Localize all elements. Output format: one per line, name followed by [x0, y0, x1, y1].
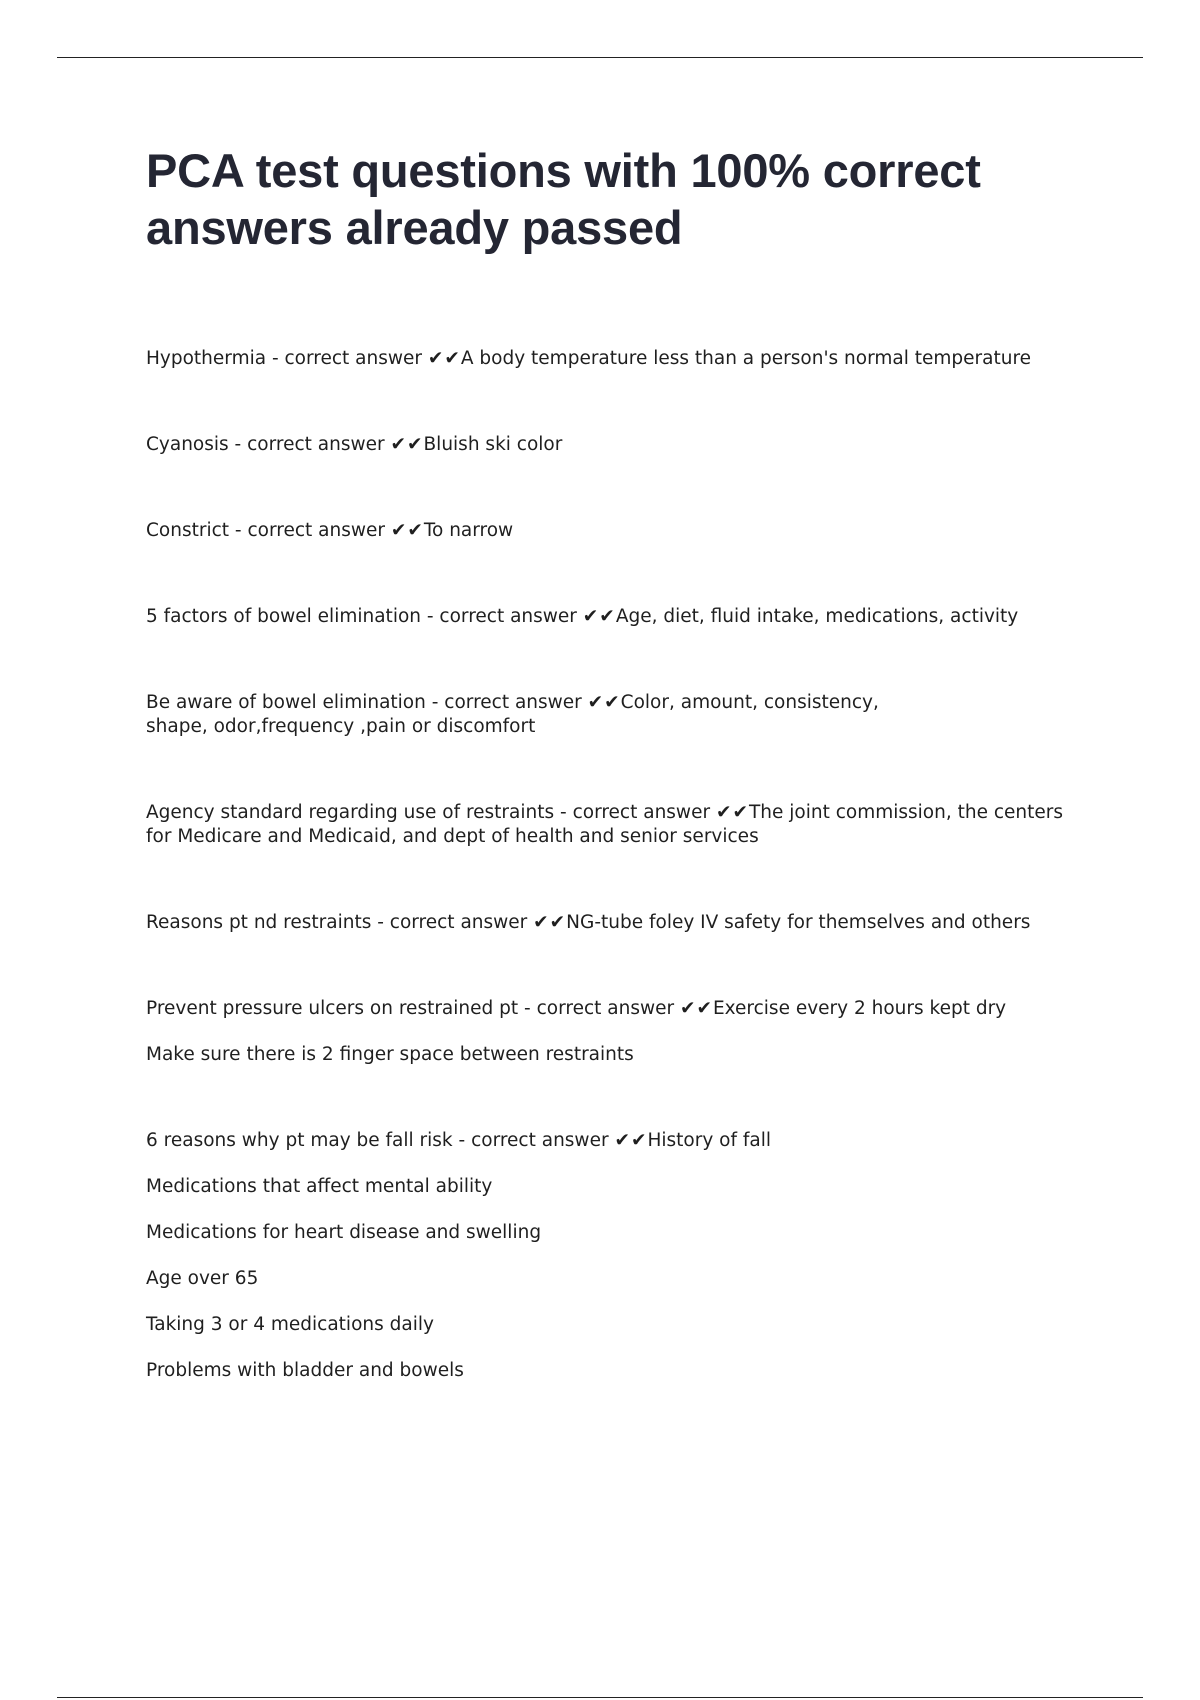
qa-extra-line: Make sure there is 2 finger space between restraints	[146, 1044, 634, 1065]
qa-question: Reasons pt nd restraints	[146, 912, 372, 933]
qa-answer: Exercise every 2 hours kept dry	[712, 998, 1007, 1019]
qa-answer: A body temperature less than a person's normal temperature	[460, 348, 1032, 369]
qa-line	[146, 801, 1081, 849]
qa-question: Hypothermia	[146, 348, 267, 369]
qa-item	[146, 801, 1086, 849]
qa-line	[146, 433, 1086, 457]
qa-item	[146, 691, 1086, 739]
top-rule	[57, 57, 1143, 58]
qa-item	[146, 347, 1086, 371]
qa-extra-line: Medications for heart disease and swelling	[146, 1222, 542, 1243]
qa-separator: - correct answer	[518, 998, 680, 1019]
bottom-rule	[57, 1697, 1143, 1698]
qa-line	[146, 691, 936, 739]
qa-answer: Age, diet, fluid intake, medications, activity	[615, 606, 1019, 627]
qa-answer: Bluish ski color	[423, 434, 563, 455]
qa-extra-line: Age over 65	[146, 1268, 259, 1289]
qa-question: Prevent pressure ulcers on restrained pt	[146, 998, 519, 1019]
checkmark-icon: ✔✔	[390, 520, 424, 541]
qa-separator: - correct answer	[228, 434, 391, 455]
qa-answer: NG-tube foley IV safety for themselves and others	[566, 912, 1031, 933]
qa-line	[146, 347, 1086, 371]
qa-question: 5 factors of bowel elimination	[146, 606, 421, 627]
qa-line	[146, 911, 1086, 935]
checkmark-icon: ✔✔	[427, 348, 461, 369]
qa-answer: To narrow	[423, 520, 514, 541]
qa-question: Be aware of bowel elimination	[146, 692, 426, 713]
qa-item	[146, 605, 1086, 629]
qa-question: Agency standard regarding use of restraints	[146, 802, 555, 823]
qa-list	[146, 347, 1086, 1445]
qa-line	[146, 519, 1086, 543]
qa-item	[146, 433, 1086, 457]
qa-separator: - correct answer	[266, 348, 428, 369]
checkmark-icon: ✔✔	[582, 606, 616, 627]
qa-separator: - correct answer	[452, 1130, 615, 1151]
checkmark-icon: ✔✔	[614, 1130, 648, 1151]
qa-separator: - correct answer	[371, 912, 534, 933]
qa-separator: - correct answer	[421, 606, 583, 627]
qa-extra-line: Medications that affect mental ability	[146, 1176, 493, 1197]
checkmark-icon: ✔✔	[587, 692, 621, 713]
qa-item	[146, 997, 1086, 1067]
checkmark-icon: ✔✔	[679, 998, 713, 1019]
checkmark-icon: ✔✔	[390, 434, 424, 455]
qa-question: 6 reasons why pt may be fall risk	[146, 1130, 453, 1151]
qa-answer: The joint commission, the centers for Medicare and Medicaid, and dept of health and senior services	[146, 802, 1063, 847]
qa-separator: - correct answer	[229, 520, 391, 541]
qa-item	[146, 1129, 1086, 1383]
checkmark-icon: ✔✔	[715, 802, 749, 823]
qa-answer: History of fall	[647, 1130, 771, 1151]
checkmark-icon: ✔✔	[533, 912, 567, 933]
qa-separator: - correct answer	[554, 802, 716, 823]
qa-question: Constrict	[146, 520, 230, 541]
qa-line	[146, 997, 1086, 1021]
qa-line	[146, 1129, 1086, 1153]
qa-extra-line: Taking 3 or 4 medications daily	[146, 1314, 434, 1335]
qa-answer: Color, amount, consistency, shape, odor,frequency ,pain or discomfort	[146, 692, 879, 737]
qa-separator: - correct answer	[425, 692, 588, 713]
qa-line	[146, 605, 1086, 629]
qa-item	[146, 911, 1086, 935]
document-title: PCA test questions with 100% correct answers already passed	[146, 144, 981, 254]
qa-item	[146, 519, 1086, 543]
qa-question: Cyanosis	[146, 434, 229, 455]
qa-extra-line: Problems with bladder and bowels	[146, 1360, 464, 1381]
